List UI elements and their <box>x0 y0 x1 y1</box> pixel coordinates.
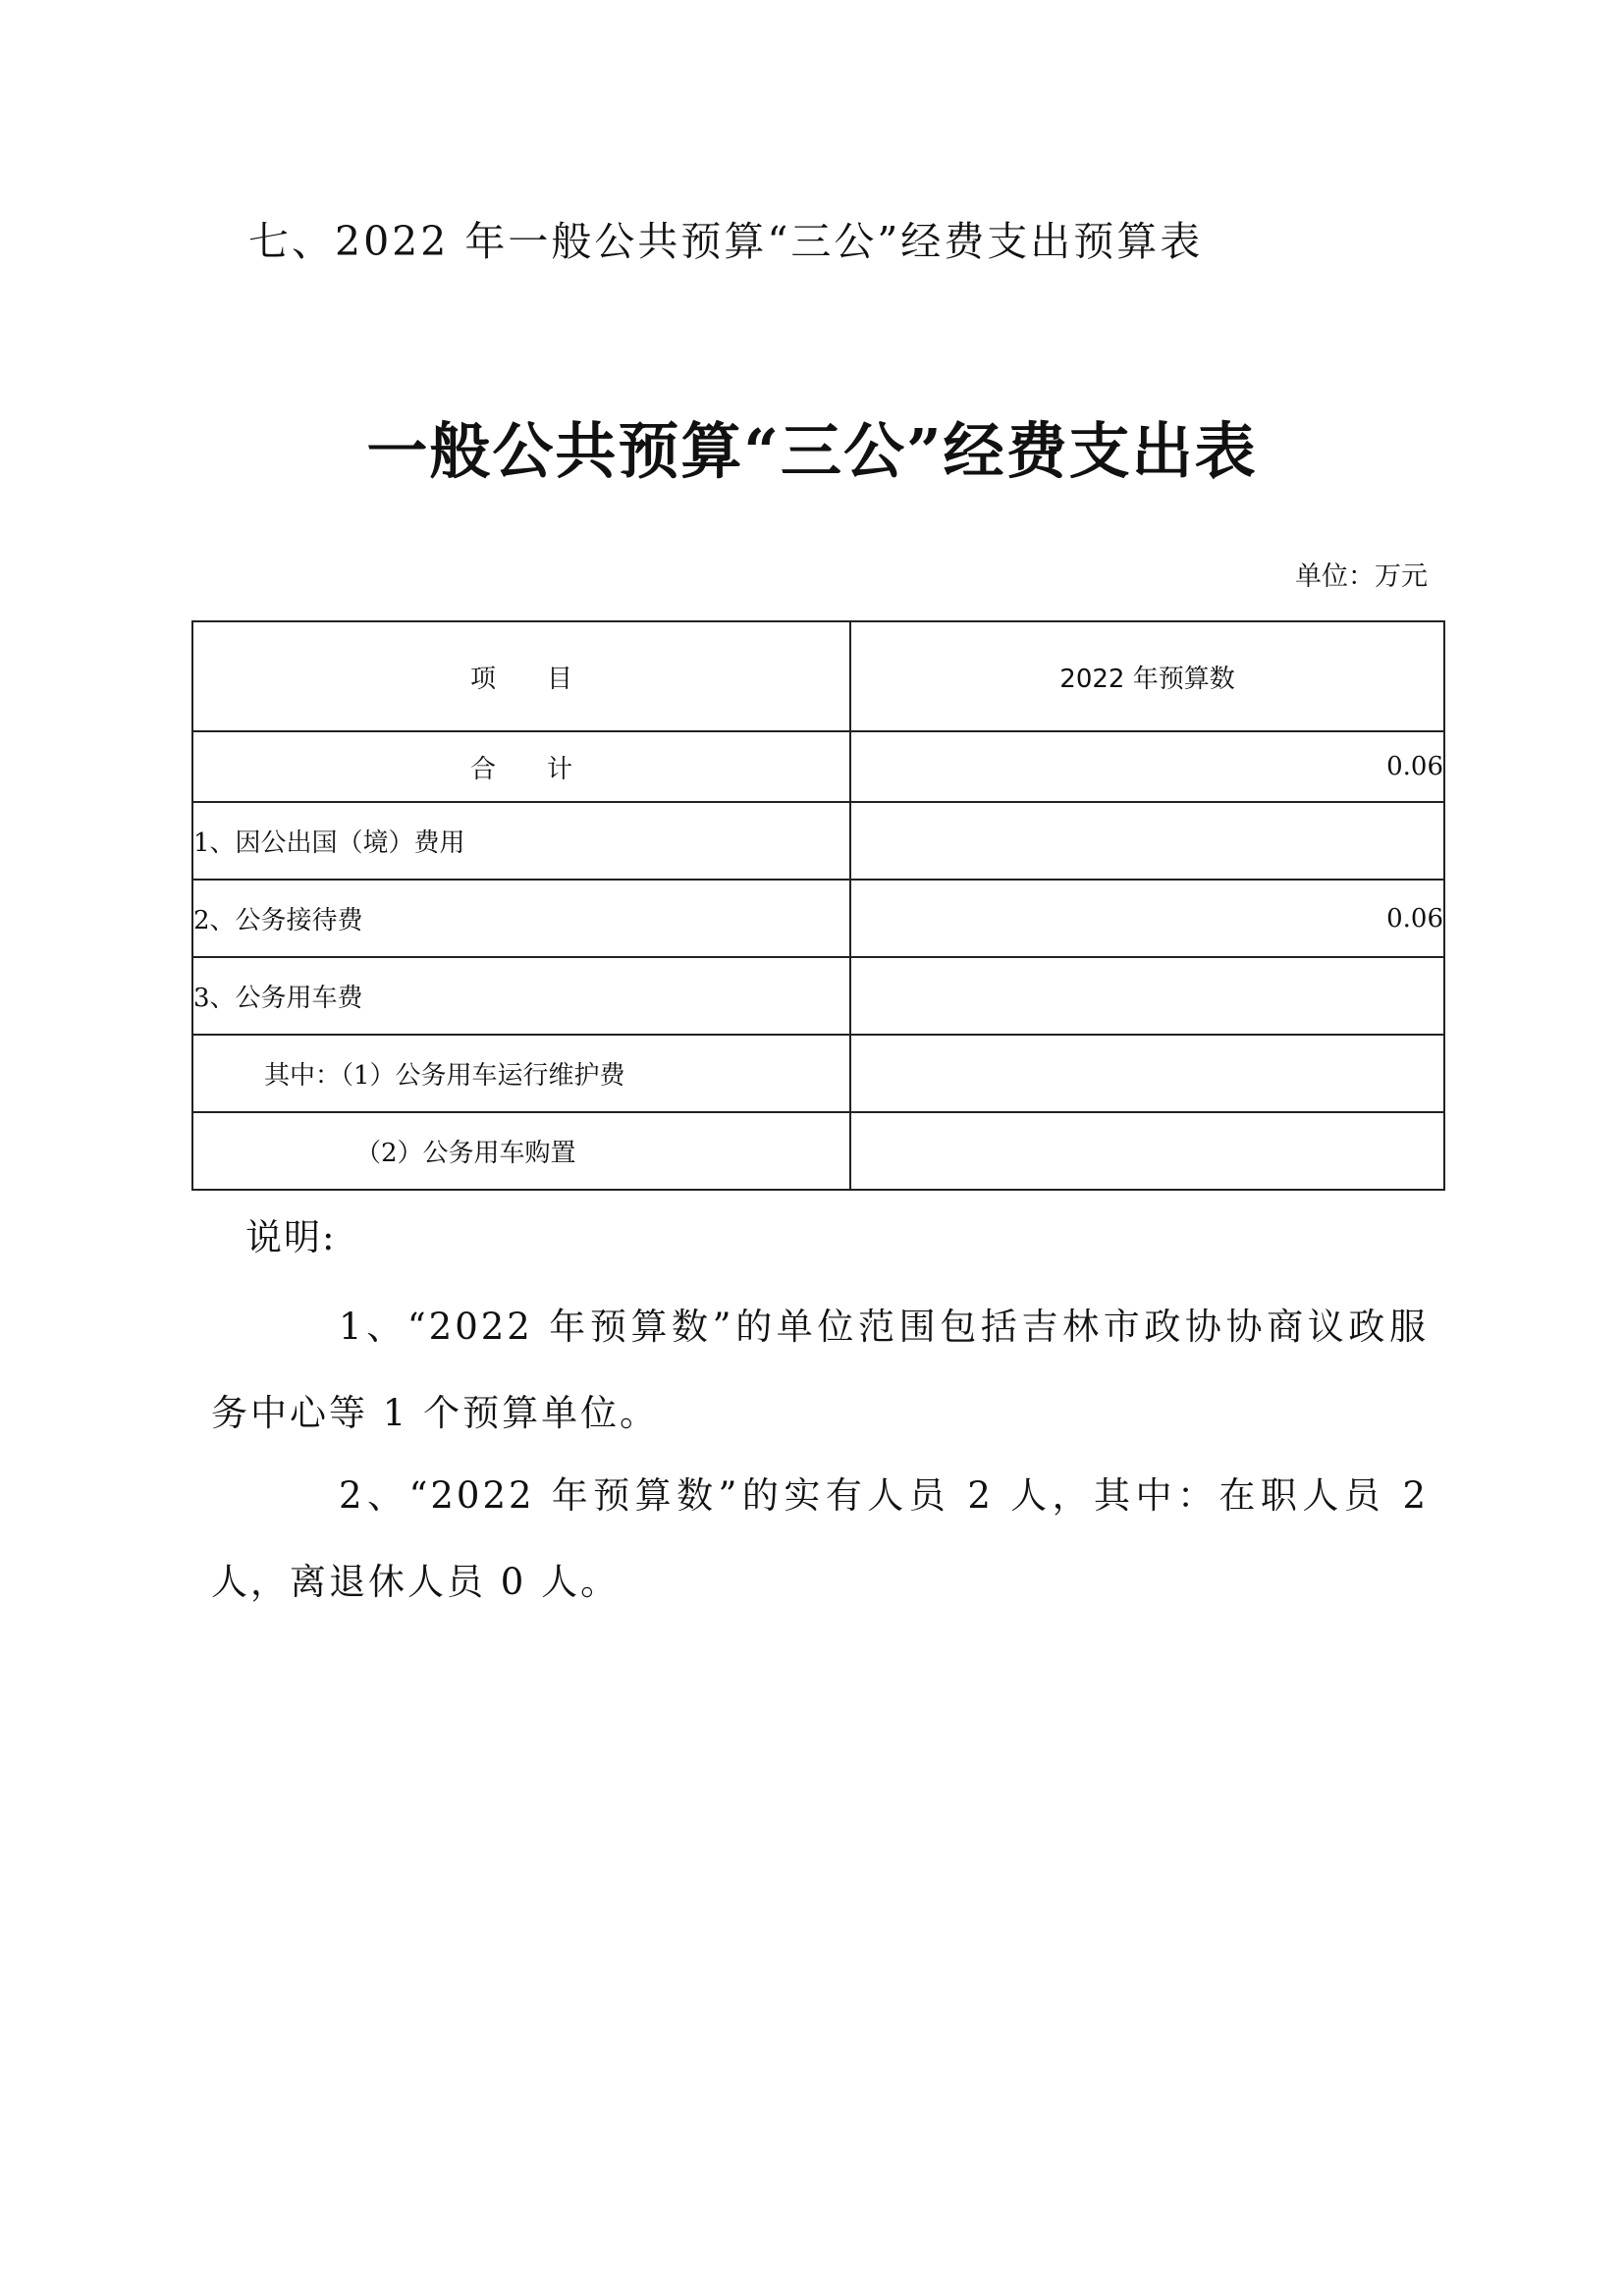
row-label: （2）公务用车购置 <box>192 1112 850 1190</box>
row-value <box>850 957 1444 1035</box>
table-row <box>192 802 1444 880</box>
table-row <box>192 880 1444 957</box>
table-row-total <box>192 731 1444 802</box>
row-label: 合 计 <box>192 731 850 802</box>
header-value: 2022 年预算数 <box>850 621 1444 731</box>
table-row <box>192 957 1444 1035</box>
unit-label: 单位：万元 <box>1295 561 1428 592</box>
note-paragraph: 2、“2022 年预算数”的实有人员 2 人，其中：在职人员 2 人，离退休人员 0 人。 <box>211 1474 1429 1603</box>
notes-heading: 说明: <box>245 1216 337 1258</box>
row-value: 0.06 <box>850 880 1444 957</box>
row-label: 其中：（1）公务用车运行维护费 <box>192 1035 850 1112</box>
row-label: 3、公务用车费 <box>192 957 850 1035</box>
table-header-row <box>192 621 1444 731</box>
note-paragraph: 1、“2022 年预算数”的单位范围包括吉林市政协协商议政服务中心等 1 个预算单位。 <box>211 1306 1429 1434</box>
table-row <box>192 1035 1444 1112</box>
budget-table <box>191 620 1445 1191</box>
row-value <box>850 1112 1444 1190</box>
row-value <box>850 1035 1444 1112</box>
row-value: 0.06 <box>850 731 1444 802</box>
section-heading: 七、2022 年一般公共预算“三公”经费支出预算表 <box>248 218 1204 265</box>
table-row <box>192 1112 1444 1190</box>
header-item: 项 目 <box>192 621 850 731</box>
row-label: 1、因公出国（境）费用 <box>192 802 850 880</box>
table-title: 一般公共预算“三公”经费支出表 <box>366 415 1258 487</box>
row-value <box>850 802 1444 880</box>
row-label: 2、公务接待费 <box>192 880 850 957</box>
